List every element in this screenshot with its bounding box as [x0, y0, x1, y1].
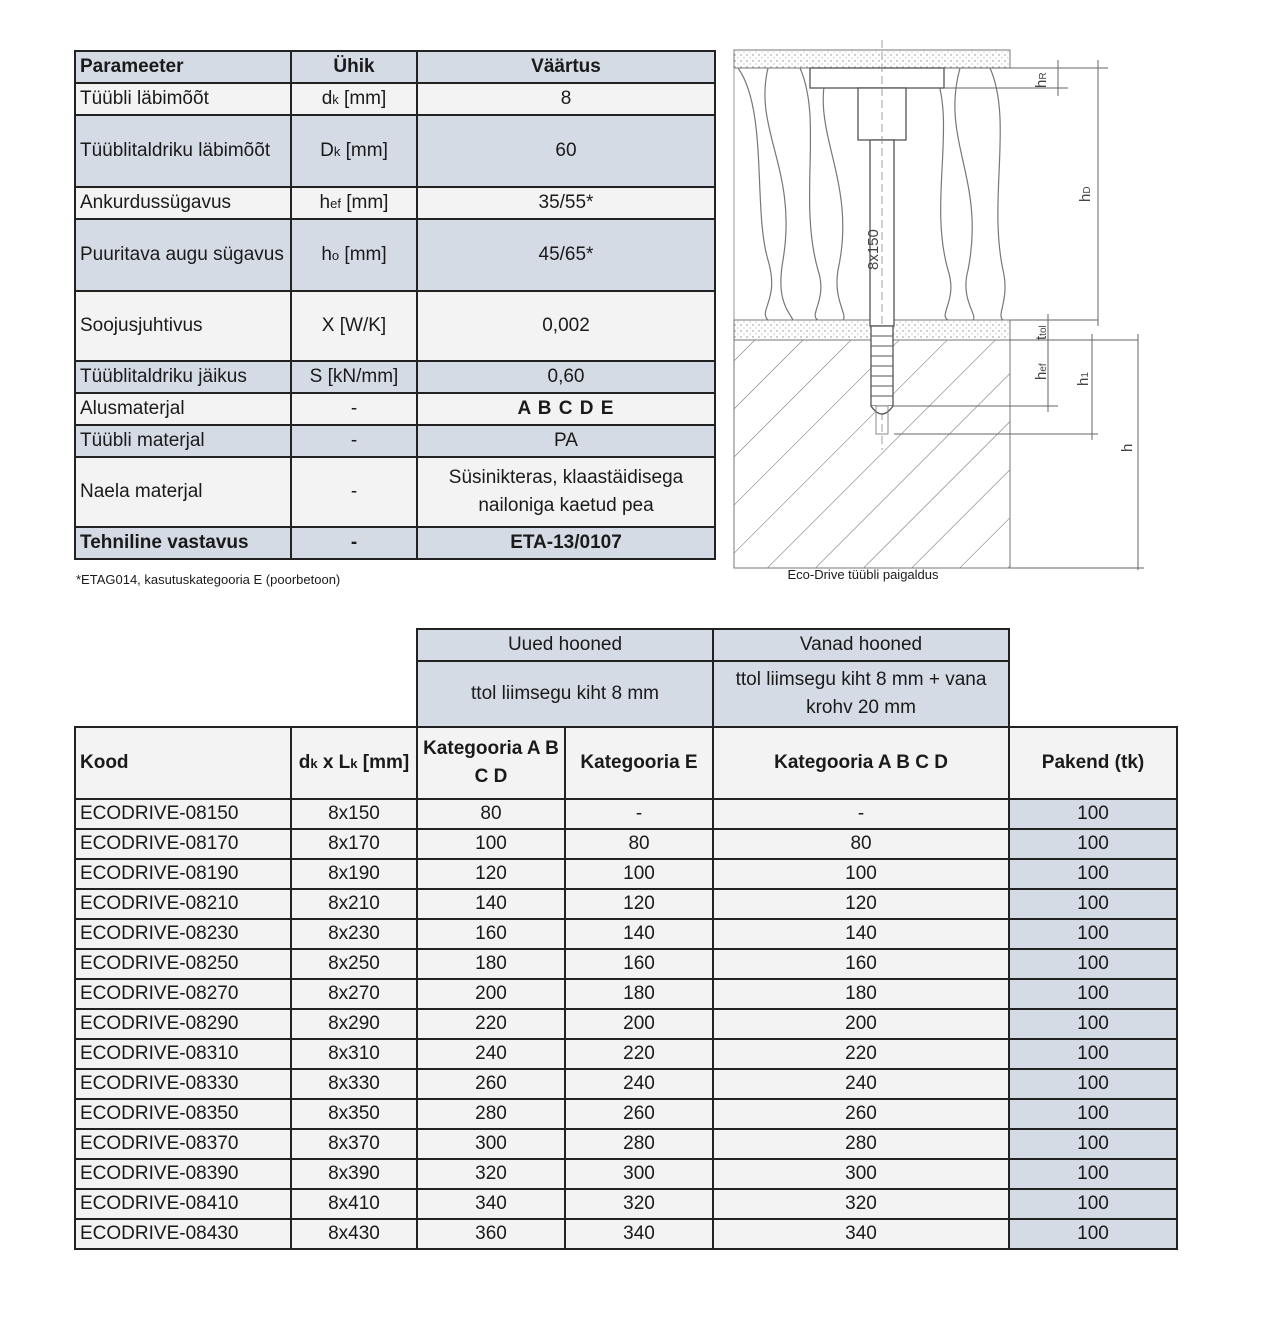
package-quantity: 100 — [1009, 1219, 1177, 1249]
param-value: 60 — [417, 115, 715, 187]
dim-hD: hD — [1077, 186, 1094, 202]
product-code: ECODRIVE-08390 — [75, 1159, 291, 1189]
table-row — [75, 393, 715, 425]
new-category-abcd-value: 240 — [417, 1039, 565, 1069]
param-name: Ankurdussügavus — [75, 187, 291, 219]
new-category-abcd-value: 280 — [417, 1099, 565, 1129]
param-unit: hef [mm] — [291, 187, 417, 219]
param-value: 8 — [417, 83, 715, 115]
new-category-e-value: 340 — [565, 1219, 713, 1249]
product-code: ECODRIVE-08210 — [75, 889, 291, 919]
package-quantity: 100 — [1009, 829, 1177, 859]
table-row — [75, 219, 715, 291]
header-dimensions: dk x Lk [mm] — [291, 727, 417, 799]
new-category-e-value: 100 — [565, 859, 713, 889]
new-category-abcd-value: 160 — [417, 919, 565, 949]
package-quantity: 100 — [1009, 1129, 1177, 1159]
new-category-abcd-value: 300 — [417, 1129, 565, 1159]
new-category-abcd-value: 220 — [417, 1009, 565, 1039]
param-value: A B C D E — [417, 393, 715, 425]
header-parameter: Parameeter — [75, 51, 291, 83]
table-row — [75, 829, 1177, 859]
param-unit: S [kN/mm] — [291, 361, 417, 393]
parameter-table — [74, 50, 716, 560]
product-dimension: 8x390 — [291, 1159, 417, 1189]
table-row — [75, 187, 715, 219]
group-old-buildings: Vanad hooned — [713, 629, 1009, 661]
old-category-abcd-value: 120 — [713, 889, 1009, 919]
package-quantity: 100 — [1009, 1039, 1177, 1069]
table-row — [75, 291, 715, 361]
product-code: ECODRIVE-08430 — [75, 1219, 291, 1249]
old-category-abcd-value: 280 — [713, 1129, 1009, 1159]
param-name: Tüübli materjal — [75, 425, 291, 457]
render-layer — [734, 50, 1010, 68]
param-name: Tüübli läbimõõt — [75, 83, 291, 115]
product-code: ECODRIVE-08190 — [75, 859, 291, 889]
old-category-abcd-value: 80 — [713, 829, 1009, 859]
param-value: 0,60 — [417, 361, 715, 393]
old-category-abcd-value: 180 — [713, 979, 1009, 1009]
new-category-abcd-value: 120 — [417, 859, 565, 889]
product-code: ECODRIVE-08310 — [75, 1039, 291, 1069]
table-row — [75, 1039, 1177, 1069]
param-name: Naela materjal — [75, 457, 291, 527]
param-value: 45/65* — [417, 219, 715, 291]
table-row — [75, 361, 715, 393]
new-category-e-value: 240 — [565, 1069, 713, 1099]
product-dimension: 8x310 — [291, 1039, 417, 1069]
product-code: ECODRIVE-08170 — [75, 829, 291, 859]
table-row — [75, 527, 715, 559]
new-category-abcd-value: 80 — [417, 799, 565, 829]
table-row — [75, 83, 715, 115]
dowel-label: 8x150 — [865, 229, 882, 270]
installation-diagram — [728, 30, 1158, 570]
product-dimension: 8x410 — [291, 1189, 417, 1219]
old-category-abcd-value: - — [713, 799, 1009, 829]
table-row — [75, 425, 715, 457]
header-value: Väärtus — [417, 51, 715, 83]
old-category-abcd-value: 160 — [713, 949, 1009, 979]
old-category-abcd-value: 240 — [713, 1069, 1009, 1099]
table-row — [75, 1129, 1177, 1159]
product-dimension: 8x210 — [291, 889, 417, 919]
dim-hR: hR — [1033, 72, 1050, 88]
parameter-table-header — [75, 51, 715, 83]
product-dimension: 8x150 — [291, 799, 417, 829]
package-quantity: 100 — [1009, 1159, 1177, 1189]
product-code: ECODRIVE-08370 — [75, 1129, 291, 1159]
old-category-abcd-value: 340 — [713, 1219, 1009, 1249]
param-unit: - — [291, 457, 417, 527]
footnote: *ETAG014, kasutuskategooria E (poorbetoon) — [76, 572, 341, 587]
table-row — [75, 1219, 1177, 1249]
header-old-category-abcd: Kategooria A B C D — [713, 727, 1009, 799]
param-name: Alusmaterjal — [75, 393, 291, 425]
subheader-new: ttol liimsegu kiht 8 mm — [417, 661, 713, 727]
package-quantity: 100 — [1009, 919, 1177, 949]
new-category-e-value: 160 — [565, 949, 713, 979]
product-dimension: 8x290 — [291, 1009, 417, 1039]
table-row — [75, 949, 1177, 979]
param-unit: X [W/K] — [291, 291, 417, 361]
new-category-abcd-value: 180 — [417, 949, 565, 979]
new-category-e-value: 260 — [565, 1099, 713, 1129]
product-code: ECODRIVE-08250 — [75, 949, 291, 979]
param-unit: Dk [mm] — [291, 115, 417, 187]
new-category-e-value: 80 — [565, 829, 713, 859]
new-category-e-value: - — [565, 799, 713, 829]
header-new-category-abcd: Kategooria A B C D — [417, 727, 565, 799]
param-name: Tüüblitaldriku jäikus — [75, 361, 291, 393]
table-row — [75, 1189, 1177, 1219]
group-new-buildings: Uued hooned — [417, 629, 713, 661]
new-category-abcd-value: 360 — [417, 1219, 565, 1249]
dim-h1: h1 — [1075, 372, 1092, 386]
table-row — [75, 457, 715, 527]
table-row — [75, 889, 1177, 919]
param-value: 0,002 — [417, 291, 715, 361]
old-category-abcd-value: 220 — [713, 1039, 1009, 1069]
param-unit: - — [291, 425, 417, 457]
product-dimension: 8x170 — [291, 829, 417, 859]
product-code: ECODRIVE-08410 — [75, 1189, 291, 1219]
table-row — [75, 1159, 1177, 1189]
old-category-abcd-value: 100 — [713, 859, 1009, 889]
param-unit: ho [mm] — [291, 219, 417, 291]
product-code: ECODRIVE-08330 — [75, 1069, 291, 1099]
param-name: Puuritava augu sügavus — [75, 219, 291, 291]
product-dimension: 8x270 — [291, 979, 417, 1009]
table-row — [75, 115, 715, 187]
new-category-e-value: 200 — [565, 1009, 713, 1039]
new-category-e-value: 120 — [565, 889, 713, 919]
new-category-e-value: 140 — [565, 919, 713, 949]
product-dimension: 8x350 — [291, 1099, 417, 1129]
product-code: ECODRIVE-08350 — [75, 1099, 291, 1129]
new-category-abcd-value: 140 — [417, 889, 565, 919]
param-unit: - — [291, 527, 417, 559]
param-value: PA — [417, 425, 715, 457]
old-category-abcd-value: 200 — [713, 1009, 1009, 1039]
dim-hef: hef — [1033, 363, 1050, 380]
old-category-abcd-value: 300 — [713, 1159, 1009, 1189]
product-dimension: 8x190 — [291, 859, 417, 889]
new-category-abcd-value: 100 — [417, 829, 565, 859]
package-quantity: 100 — [1009, 1099, 1177, 1129]
old-category-abcd-value: 140 — [713, 919, 1009, 949]
table-row — [75, 1099, 1177, 1129]
product-dimension: 8x370 — [291, 1129, 417, 1159]
header-package: Pakend (tk) — [1009, 727, 1177, 799]
product-code: ECODRIVE-08150 — [75, 799, 291, 829]
param-name: Soojusjuhtivus — [75, 291, 291, 361]
param-unit: - — [291, 393, 417, 425]
product-dimension: 8x250 — [291, 949, 417, 979]
package-quantity: 100 — [1009, 1189, 1177, 1219]
param-value: Süsinikteras, klaastäidisega nailoniga kaetud pea — [417, 457, 715, 527]
param-value: ETA-13/0107 — [417, 527, 715, 559]
product-code: ECODRIVE-08230 — [75, 919, 291, 949]
param-unit: dk [mm] — [291, 83, 417, 115]
dim-ttol: ttol — [1033, 325, 1050, 340]
product-dimension: 8x330 — [291, 1069, 417, 1099]
package-quantity: 100 — [1009, 799, 1177, 829]
subheader-old: ttol liimsegu kiht 8 mm + vana krohv 20 mm — [713, 661, 1009, 727]
table-row — [75, 859, 1177, 889]
package-quantity: 100 — [1009, 1009, 1177, 1039]
table-row — [75, 1069, 1177, 1099]
new-category-abcd-value: 340 — [417, 1189, 565, 1219]
package-quantity: 100 — [1009, 1069, 1177, 1099]
table-row — [75, 1009, 1177, 1039]
package-quantity: 100 — [1009, 949, 1177, 979]
header-code: Kood — [75, 727, 291, 799]
package-quantity: 100 — [1009, 889, 1177, 919]
product-code: ECODRIVE-08290 — [75, 1009, 291, 1039]
header-unit: Ühik — [291, 51, 417, 83]
new-category-abcd-value: 200 — [417, 979, 565, 1009]
table-row — [75, 979, 1177, 1009]
new-category-e-value: 220 — [565, 1039, 713, 1069]
product-table — [74, 628, 1178, 1250]
package-quantity: 100 — [1009, 859, 1177, 889]
product-dimension: 8x230 — [291, 919, 417, 949]
old-category-abcd-value: 320 — [713, 1189, 1009, 1219]
param-value: 35/55* — [417, 187, 715, 219]
package-quantity: 100 — [1009, 979, 1177, 1009]
product-code: ECODRIVE-08270 — [75, 979, 291, 1009]
param-name: Tehniline vastavus — [75, 527, 291, 559]
dowel-plate — [810, 68, 944, 88]
table-row — [75, 919, 1177, 949]
header-new-category-e: Kategooria E — [565, 727, 713, 799]
product-table-body — [75, 799, 1177, 1249]
new-category-abcd-value: 260 — [417, 1069, 565, 1099]
new-category-e-value: 320 — [565, 1189, 713, 1219]
new-category-abcd-value: 320 — [417, 1159, 565, 1189]
table-row — [75, 799, 1177, 829]
product-dimension: 8x430 — [291, 1219, 417, 1249]
dim-h: h — [1119, 443, 1136, 452]
param-name: Tüüblitaldriku läbimõõt — [75, 115, 291, 187]
diagram-caption: Eco-Drive tüübli paigaldus — [787, 567, 939, 582]
new-category-e-value: 280 — [565, 1129, 713, 1159]
new-category-e-value: 300 — [565, 1159, 713, 1189]
new-category-e-value: 180 — [565, 979, 713, 1009]
old-category-abcd-value: 260 — [713, 1099, 1009, 1129]
